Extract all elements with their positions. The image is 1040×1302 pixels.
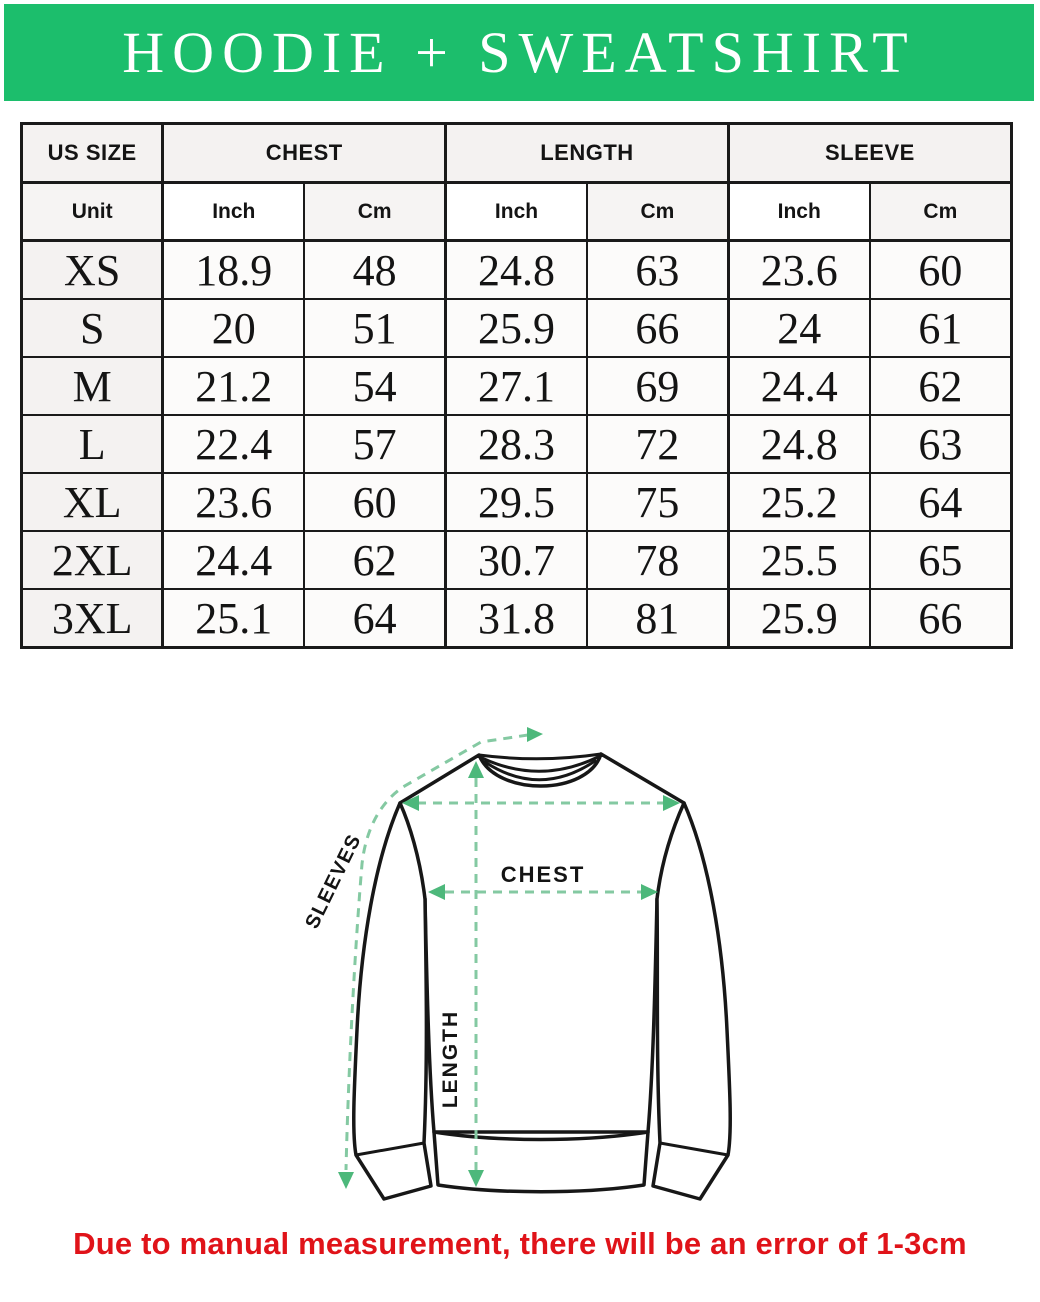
measurement-cell: 81 xyxy=(587,589,728,648)
measurement-cell: 23.6 xyxy=(163,473,304,531)
measurement-cell: 25.5 xyxy=(728,531,869,589)
page-title: HOODIE + SWEATSHIRT xyxy=(122,20,916,85)
measurement-cell: 60 xyxy=(304,473,445,531)
measurement-cell: 63 xyxy=(587,241,728,300)
group-header-sleeve: SLEEVE xyxy=(728,124,1011,183)
sleeve-arrow-right-icon xyxy=(527,727,543,742)
sweatshirt-outline xyxy=(354,754,730,1199)
size-cell: 3XL xyxy=(22,589,163,648)
measurement-cell: 18.9 xyxy=(163,241,304,300)
chest-inch-header: Inch xyxy=(163,183,304,241)
measurement-cell: 25.9 xyxy=(728,589,869,648)
measurement-cell: 29.5 xyxy=(446,473,587,531)
measurement-cell: 25.2 xyxy=(728,473,869,531)
measurement-cell: 78 xyxy=(587,531,728,589)
measurement-cell: 27.1 xyxy=(446,357,587,415)
measurement-cell: 75 xyxy=(587,473,728,531)
measurement-cell: 62 xyxy=(304,531,445,589)
sleeves-label: SLEEVES xyxy=(301,830,367,933)
table-row-m xyxy=(22,357,1012,415)
sleeve-arrow-down-icon xyxy=(338,1172,354,1189)
size-cell: 2XL xyxy=(22,531,163,589)
measurement-cell: 72 xyxy=(587,415,728,473)
group-header-length: LENGTH xyxy=(446,124,729,183)
size-cell: XL xyxy=(22,473,163,531)
measurement-cell: 48 xyxy=(304,241,445,300)
measurement-cell: 51 xyxy=(304,299,445,357)
unit-header: Unit xyxy=(22,183,163,241)
measurement-cell: 24 xyxy=(728,299,869,357)
table-row-s xyxy=(22,299,1012,357)
measurement-cell: 61 xyxy=(870,299,1012,357)
group-header-chest: CHEST xyxy=(163,124,446,183)
size-cell: XS xyxy=(22,241,163,300)
measurement-cell: 54 xyxy=(304,357,445,415)
measurement-cell: 24.8 xyxy=(446,241,587,300)
chest-label: CHEST xyxy=(500,862,586,887)
measurement-cell: 69 xyxy=(587,357,728,415)
measurement-cell: 66 xyxy=(870,589,1012,648)
length-inch-header: Inch xyxy=(446,183,587,241)
size-chart-table xyxy=(20,122,1013,649)
measurement-cell: 66 xyxy=(587,299,728,357)
size-cell: S xyxy=(22,299,163,357)
measurement-cell: 30.7 xyxy=(446,531,587,589)
measurement-cell: 28.3 xyxy=(446,415,587,473)
size-cell: M xyxy=(22,357,163,415)
measurement-cell: 24.4 xyxy=(728,357,869,415)
length-label: LENGTH xyxy=(439,1009,462,1109)
measurement-cell: 60 xyxy=(870,241,1012,300)
measurement-cell: 23.6 xyxy=(728,241,869,300)
measurement-cell: 21.2 xyxy=(163,357,304,415)
table-row-2xl xyxy=(22,531,1012,589)
measurement-cell: 31.8 xyxy=(446,589,587,648)
sleeve-cm-header: Cm xyxy=(870,183,1012,241)
title-banner xyxy=(4,4,1034,101)
measurement-cell: 24.8 xyxy=(728,415,869,473)
table-group-header-row xyxy=(22,124,1012,183)
measurement-cell: 62 xyxy=(870,357,1012,415)
table-row-3xl xyxy=(22,589,1012,648)
table-row-l xyxy=(22,415,1012,473)
size-cell: L xyxy=(22,415,163,473)
chest-cm-header: Cm xyxy=(304,183,445,241)
measurement-cell: 24.4 xyxy=(163,531,304,589)
sleeve-inch-header: Inch xyxy=(728,183,869,241)
table-row-xs xyxy=(22,241,1012,300)
measurement-cell: 25.1 xyxy=(163,589,304,648)
measurement-cell: 65 xyxy=(870,531,1012,589)
table-unit-header-row xyxy=(22,183,1012,241)
measurement-cell: 63 xyxy=(870,415,1012,473)
measurement-note: Due to manual measurement, there will be an error of 1-3cm xyxy=(73,1226,967,1261)
length-cm-header: Cm xyxy=(587,183,728,241)
measurement-cell: 64 xyxy=(304,589,445,648)
measurement-cell: 22.4 xyxy=(163,415,304,473)
measurement-cell: 20 xyxy=(163,299,304,357)
group-header-us-size: US SIZE xyxy=(22,124,163,183)
measurement-cell: 57 xyxy=(304,415,445,473)
sweatshirt-diagram xyxy=(285,692,765,1222)
measurement-cell: 25.9 xyxy=(446,299,587,357)
measurement-cell: 64 xyxy=(870,473,1012,531)
table-row-xl xyxy=(22,473,1012,531)
